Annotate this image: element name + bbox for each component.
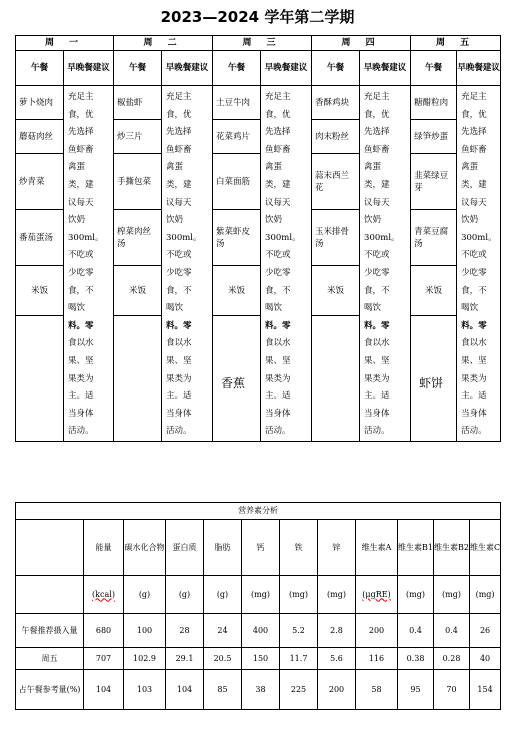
empty-cell <box>16 316 64 442</box>
nutrient-unit: (g) <box>124 576 166 614</box>
nutrition-caption-row <box>16 503 501 520</box>
value-cell: 680 <box>84 614 124 648</box>
nutrition-unit-row <box>16 576 501 614</box>
empty-cell <box>312 316 360 442</box>
nutrition-row-recommended <box>16 614 501 648</box>
lunch-dish: 香酥鸡块 <box>312 86 360 120</box>
lunch-dish-rice: 米饭 <box>16 266 64 316</box>
breakfast-advice: 充足主 食，优 先选择 鱼虾畜 禽蛋 类，建 议每天 饮奶 300ml。 不吃或 少吃零 食，不 喝饮 料。零 食以水 果、坚 果类为 主。适 当身体 活动。 <box>64 86 114 442</box>
value-cell: 58 <box>356 670 398 710</box>
nutrient-header: 脂肪 <box>204 520 242 576</box>
lunch-dish: 绿笋炒蛋 <box>411 120 457 154</box>
row-label: 午餐推荐摄入量 <box>16 614 84 648</box>
value-cell: 200 <box>318 670 356 710</box>
empty-cell <box>16 520 84 576</box>
lunch-dish: 紫菜虾皮汤 <box>213 210 261 266</box>
breakfast-header: 早晚餐建议 <box>360 51 411 86</box>
value-cell: 150 <box>242 648 280 670</box>
breakfast-header: 早晚餐建议 <box>162 51 213 86</box>
value-cell: 38 <box>242 670 280 710</box>
value-cell: 70 <box>434 670 470 710</box>
value-cell: 29.1 <box>166 648 204 670</box>
value-cell: 104 <box>166 670 204 710</box>
nutrition-analysis-table <box>15 502 501 710</box>
lunch-dish: 白菜面筋 <box>213 154 261 210</box>
value-cell: 26 <box>470 614 501 648</box>
column-header-row <box>16 51 501 86</box>
nutrient-unit: (mg) <box>242 576 280 614</box>
nutrient-unit: (mg) <box>470 576 501 614</box>
nutrient-header: 维生素B1 <box>398 520 434 576</box>
value-cell: 0.4 <box>398 614 434 648</box>
lunch-dish: 花菜鸡片 <box>213 120 261 154</box>
nutrient-header: 能量 <box>84 520 124 576</box>
lunch-dish: 肉末粉丝 <box>312 120 360 154</box>
day-tuesday: 周 二 <box>114 36 213 51</box>
lunch-dish: 糖醋粒肉 <box>411 86 457 120</box>
value-cell: 0.38 <box>398 648 434 670</box>
value-cell: 400 <box>242 614 280 648</box>
breakfast-header: 早晚餐建议 <box>457 51 501 86</box>
nutrient-header: 铁 <box>280 520 318 576</box>
value-cell: 5.6 <box>318 648 356 670</box>
menu-row <box>16 86 501 120</box>
breakfast-advice: 充足主 食，优 先选择 鱼虾畜 禽蛋 类，建 议每天 饮奶 300ml。 不吃或 少吃零 食，不 喝饮 料。零 食以水 果、坚 果类为 主。适 当身体 活动。 <box>457 86 501 442</box>
value-cell: 11.7 <box>280 648 318 670</box>
lunch-header: 午餐 <box>213 51 261 86</box>
lunch-dish-rice: 米饭 <box>114 266 162 316</box>
lunch-dish: 炒三片 <box>114 120 162 154</box>
value-cell: 0.4 <box>434 614 470 648</box>
day-monday: 周 一 <box>16 36 114 51</box>
empty-cell <box>16 576 84 614</box>
value-cell: 102.9 <box>124 648 166 670</box>
lunch-dish: 椒盐虾 <box>114 86 162 120</box>
day-header-row <box>16 36 501 51</box>
lunch-dish: 蒜末西兰花 <box>312 154 360 210</box>
nutrient-unit: (g) <box>204 576 242 614</box>
weekly-menu-table <box>15 35 501 442</box>
row-label: 占午餐参考量(%) <box>16 670 84 710</box>
value-cell: 225 <box>280 670 318 710</box>
nutrient-unit: (mg) <box>434 576 470 614</box>
lunch-dish: 炒青菜 <box>16 154 64 210</box>
breakfast-advice: 充足主 食，优 先选择 鱼虾畜 禽蛋 类，建 议每天 饮奶 300ml。 不吃或 少吃零 食，不 喝饮 料。零 食以水 果、坚 果类为 主。适 当身体 活动。 <box>261 86 312 442</box>
nutrient-unit: (mg) <box>398 576 434 614</box>
value-cell: 200 <box>356 614 398 648</box>
lunch-dish: 玉米排骨汤 <box>312 210 360 266</box>
nutrition-row-friday <box>16 648 501 670</box>
lunch-dish: 手撕包菜 <box>114 154 162 210</box>
lunch-dish: 榨菜肉丝汤 <box>114 210 162 266</box>
value-cell: 103 <box>124 670 166 710</box>
lunch-dish: 青菜豆腐汤 <box>411 210 457 266</box>
value-cell: 95 <box>398 670 434 710</box>
nutrient-header: 碳水化合物 <box>124 520 166 576</box>
value-cell: 154 <box>470 670 501 710</box>
nutrient-unit: (kcal) <box>84 576 124 614</box>
lunch-header: 午餐 <box>16 51 64 86</box>
empty-cell <box>114 316 162 442</box>
nutrient-header: 维生素A <box>356 520 398 576</box>
lunch-dish: 番茄蛋汤 <box>16 210 64 266</box>
value-cell: 40 <box>470 648 501 670</box>
nutrient-header: 维生素B2 <box>434 520 470 576</box>
lunch-dish-rice: 米饭 <box>312 266 360 316</box>
lunch-dish: 萝卜烧肉 <box>16 86 64 120</box>
nutrient-header: 维生素C <box>470 520 501 576</box>
lunch-dish-rice: 米饭 <box>213 266 261 316</box>
nutrient-header: 锌 <box>318 520 356 576</box>
value-cell: 116 <box>356 648 398 670</box>
value-cell: 100 <box>124 614 166 648</box>
breakfast-header: 早晚餐建议 <box>64 51 114 86</box>
nutrient-unit: (mg) <box>318 576 356 614</box>
nutrition-header-row <box>16 520 501 576</box>
nutrient-unit: (μgRE) <box>356 576 398 614</box>
value-cell: 0.28 <box>434 648 470 670</box>
lunch-header: 午餐 <box>411 51 457 86</box>
lunch-dish: 韭菜绿豆芽 <box>411 154 457 210</box>
lunch-dish: 蘑菇肉丝 <box>16 120 64 154</box>
value-cell: 104 <box>84 670 124 710</box>
lunch-dish: 土豆牛肉 <box>213 86 261 120</box>
nutrition-row-percent <box>16 670 501 710</box>
value-cell: 5.2 <box>280 614 318 648</box>
value-cell: 28 <box>166 614 204 648</box>
value-cell: 707 <box>84 648 124 670</box>
day-thursday: 周 四 <box>312 36 411 51</box>
nutrition-caption: 营养素分析 <box>16 503 501 520</box>
breakfast-advice: 充足主 食，优 先选择 鱼虾畜 禽蛋 类，建 议每天 饮奶 300ml。 不吃或 少吃零 食，不 喝饮 料。零 食以水 果、坚 果类为 主。适 当身体 活动。 <box>162 86 213 442</box>
lunch-header: 午餐 <box>312 51 360 86</box>
lunch-header: 午餐 <box>114 51 162 86</box>
nutrient-unit: (g) <box>166 576 204 614</box>
day-friday: 周 五 <box>411 36 501 51</box>
nutrient-header: 蛋白质 <box>166 520 204 576</box>
breakfast-header: 早晚餐建议 <box>261 51 312 86</box>
snack-wednesday: 香蕉 <box>213 316 261 442</box>
value-cell: 85 <box>204 670 242 710</box>
nutrient-header: 钙 <box>242 520 280 576</box>
breakfast-advice: 充足主 食，优 先选择 鱼虾畜 禽蛋 类，建 议每天 饮奶 300ml。 不吃或 少吃零 食，不 喝饮 料。零 食以水 果、坚 果类为 主。适 当身体 活动。 <box>360 86 411 442</box>
row-label: 周五 <box>16 648 84 670</box>
day-wednesday: 周 三 <box>213 36 312 51</box>
value-cell: 2.8 <box>318 614 356 648</box>
value-cell: 24 <box>204 614 242 648</box>
nutrient-unit: (mg) <box>280 576 318 614</box>
value-cell: 20.5 <box>204 648 242 670</box>
lunch-dish-rice: 米饭 <box>411 266 457 316</box>
snack-friday: 虾饼 <box>411 316 457 442</box>
page-title: 2023—2024 学年第二学期 <box>160 8 355 26</box>
